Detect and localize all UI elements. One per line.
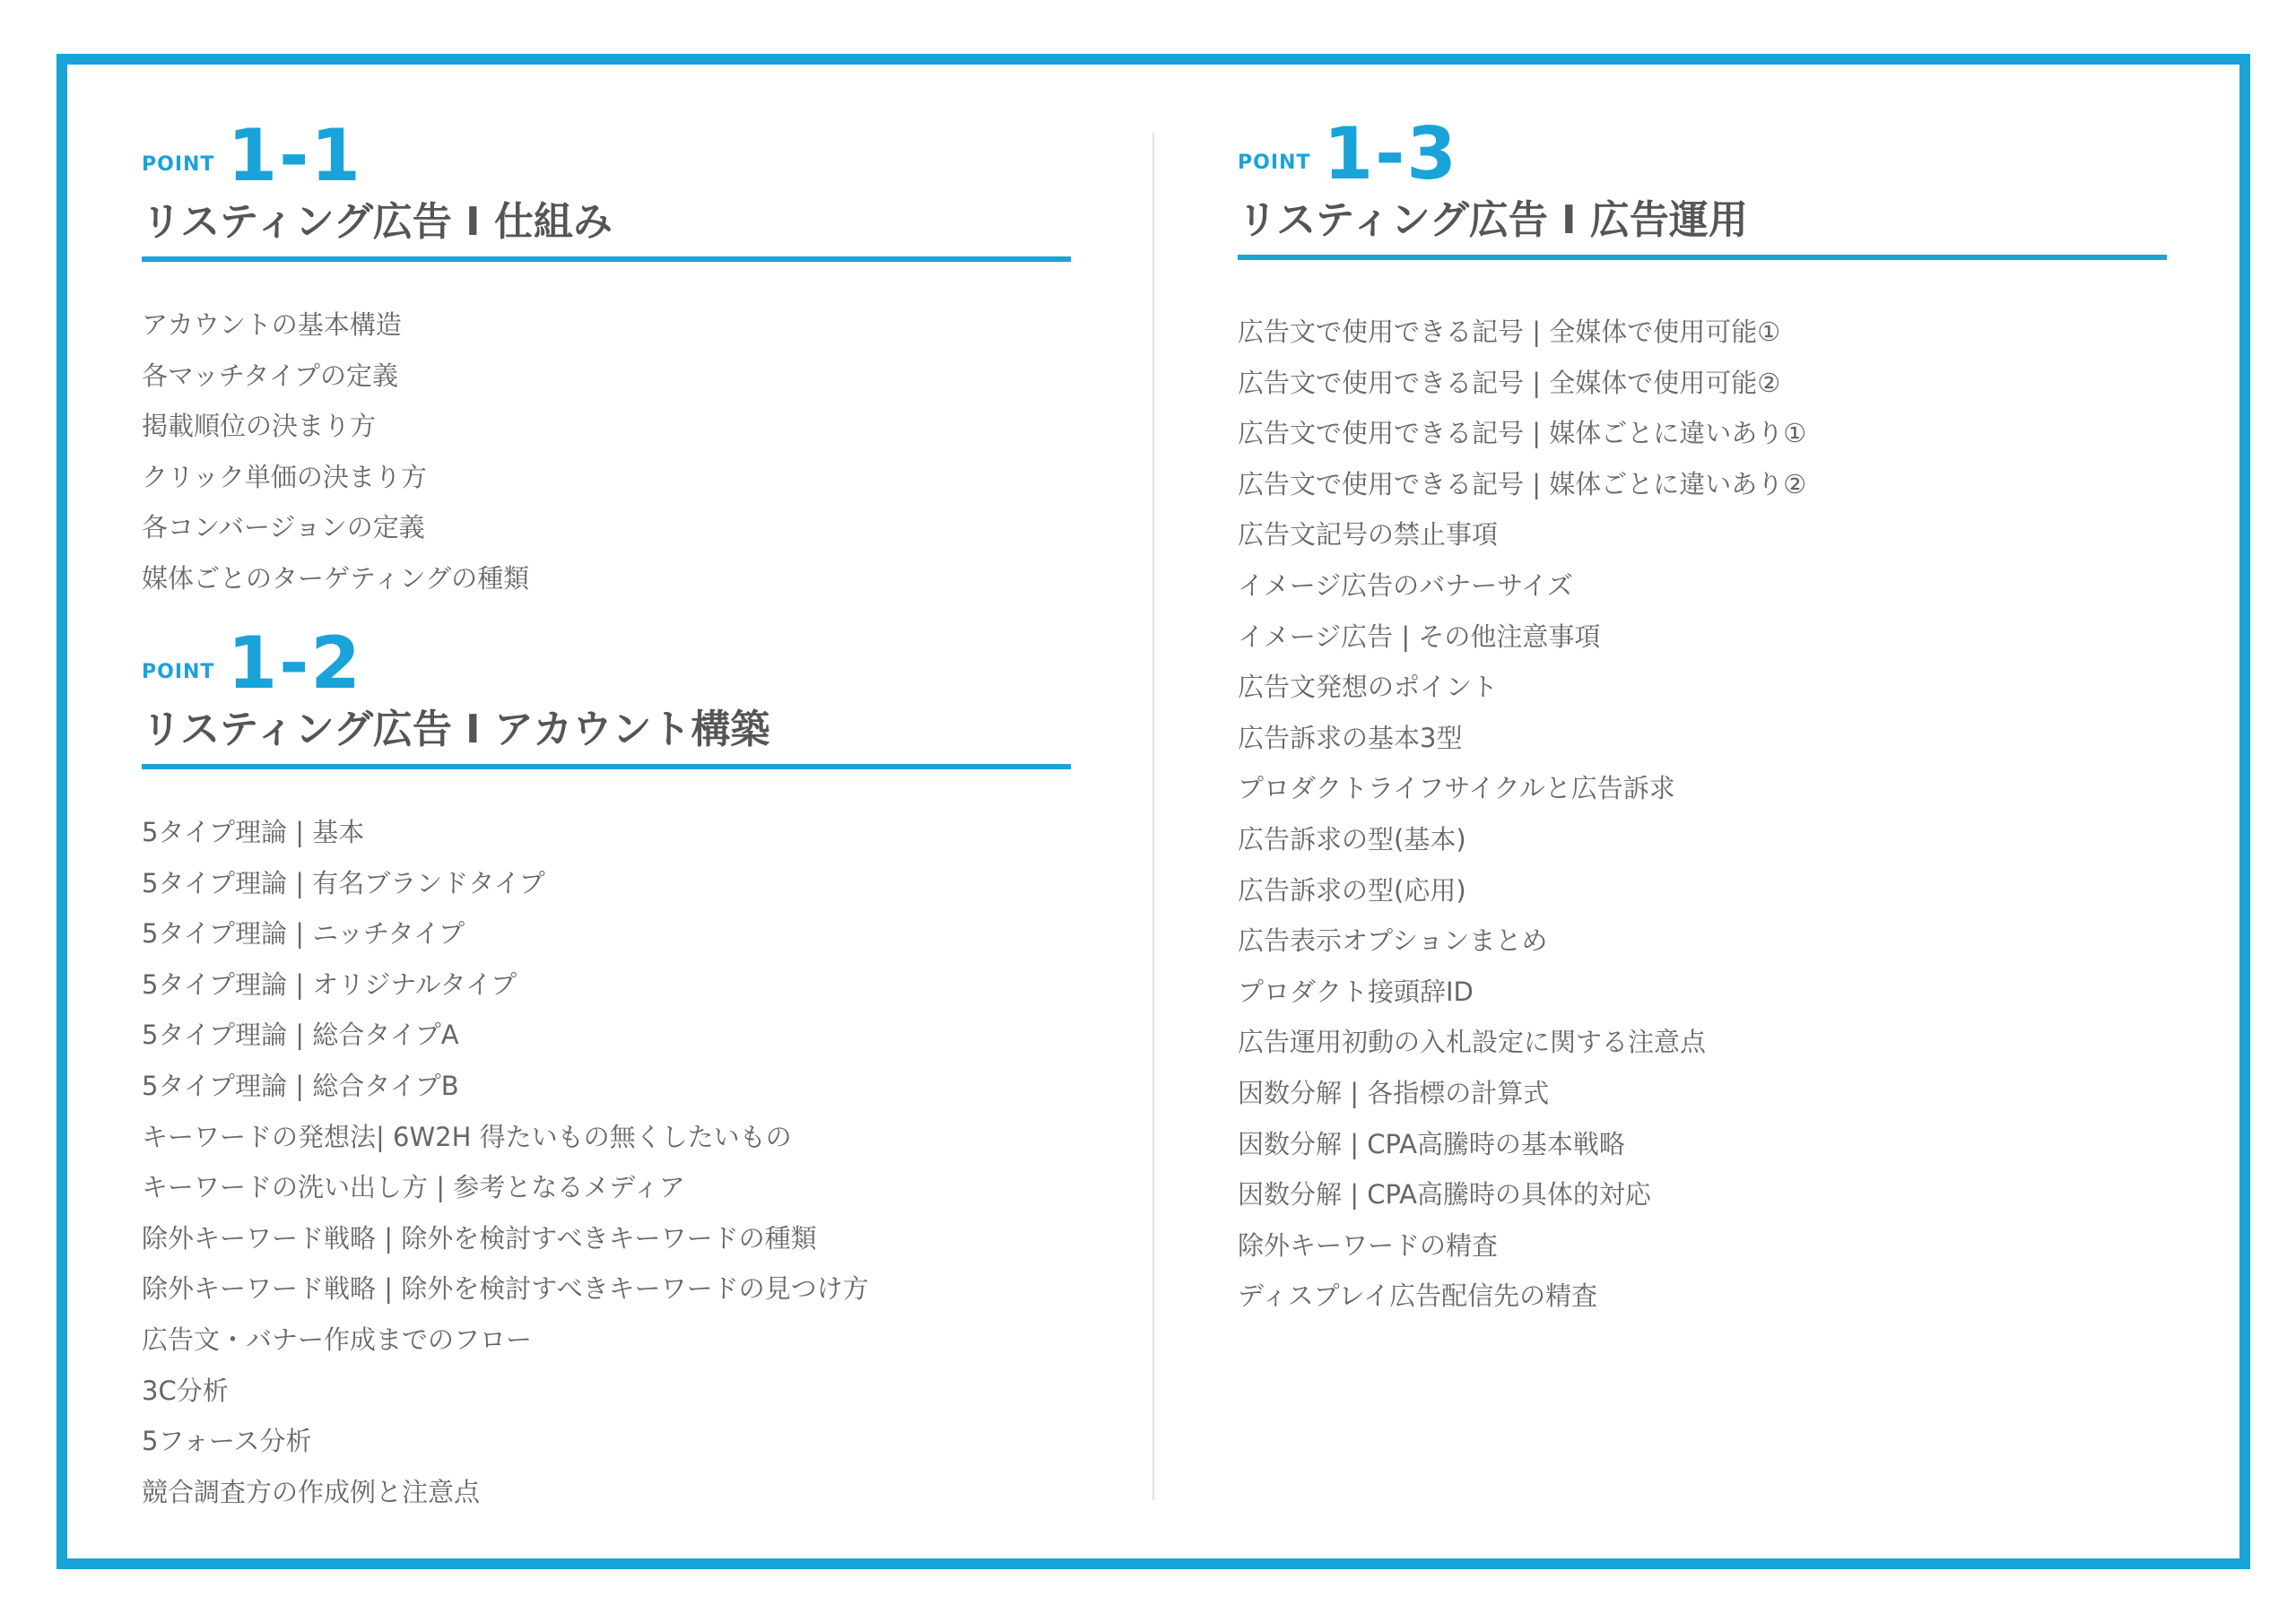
point-heading <box>142 621 1071 705</box>
list-item: 広告文発想のポイント <box>1238 672 1499 703</box>
list-item: 広告文で使用できる記号 | 全媒体で使用可能① <box>1238 317 1781 347</box>
point-label: POINT <box>1238 152 1311 174</box>
list-item: ディスプレイ広告配信先の精査 <box>1238 1280 1598 1312</box>
list-item: 広告訴求の基本3型 <box>1238 722 1463 753</box>
point-number: 1-3 <box>1323 112 1458 195</box>
list-item: 3C分析 <box>142 1375 229 1406</box>
topic-list <box>142 807 1071 1517</box>
list-item: 除外キーワードの精査 <box>1238 1229 1499 1261</box>
list-item: 広告訴求の型(基本) <box>1238 823 1466 855</box>
list-item: プロダクト接頭辞ID <box>1238 976 1474 1007</box>
list-item: 広告運用初動の入札設定に関する注意点 <box>1238 1027 1707 1058</box>
column-divider <box>1152 133 1154 1500</box>
list-item: 5タイプ理論 | 総合タイプB <box>142 1070 459 1101</box>
list-item: 広告文で使用できる記号 | 全媒体で使用可能② <box>1238 367 1781 398</box>
point-heading <box>142 114 1071 197</box>
list-item: 5タイプ理論 | ニッチタイプ <box>142 918 465 950</box>
list-item: 競合調査方の作成例と注意点 <box>142 1476 481 1507</box>
point-label: POINT <box>142 153 215 176</box>
list-item: プロダクトライフサイクルと広告訴求 <box>1238 773 1675 804</box>
topic-list <box>142 299 1071 604</box>
list-item: クリック単価の決まり方 <box>142 461 427 492</box>
list-item: 因数分解 | CPA高騰時の基本戦略 <box>1238 1128 1625 1159</box>
list-item: 広告文・バナー作成までのフロー <box>142 1324 533 1355</box>
point-label: POINT <box>142 661 215 683</box>
list-item: 5フォース分析 <box>142 1426 312 1457</box>
list-item: 5タイプ理論 | 基本 <box>142 817 365 847</box>
list-item: 媒体ごとのターゲティングの種類 <box>142 562 530 594</box>
list-item: 掲載順位の決まり方 <box>142 411 377 442</box>
section-title: リスティング広告 I 広告運用 <box>1238 195 2167 260</box>
list-item: アカウントの基本構造 <box>142 309 402 340</box>
point-heading <box>1238 112 2167 195</box>
list-item: 除外キーワード戦略 | 除外を検討すべきキーワードの種類 <box>142 1222 817 1254</box>
list-item: 因数分解 | 各指標の計算式 <box>1238 1077 1550 1108</box>
list-item: 広告文記号の禁止事項 <box>1238 519 1499 551</box>
list-item: 広告文で使用できる記号 | 媒体ごとに違いあり① <box>1238 418 1807 449</box>
list-item: 広告表示オプションまとめ <box>1238 925 1548 957</box>
list-item: 広告訴求の型(応用) <box>1238 874 1466 906</box>
point-number: 1-1 <box>227 114 362 197</box>
list-item: 因数分解 | CPA高騰時の具体的対応 <box>1238 1179 1651 1211</box>
list-item: 各コンバージョンの定義 <box>142 512 425 543</box>
section-point-1-3 <box>1238 112 2167 1322</box>
section-title: リスティング広告 I アカウント構築 <box>142 705 1071 769</box>
list-item: イメージ広告 | その他注意事項 <box>1238 621 1601 652</box>
section-point-1-1 <box>142 114 1071 604</box>
section-point-1-2 <box>142 621 1071 1517</box>
list-item: 除外キーワード戦略 | 除外を検討すべきキーワードの見つけ方 <box>142 1273 869 1305</box>
list-item: キーワードの発想法| 6W2H 得たいもの無くしたいもの <box>142 1121 792 1152</box>
list-item: 広告文で使用できる記号 | 媒体ごとに違いあり② <box>1238 468 1807 499</box>
list-item: 各マッチタイプの定義 <box>142 360 398 391</box>
list-item: キーワードの洗い出し方 | 参考となるメディア <box>142 1172 685 1203</box>
list-item: 5タイプ理論 | 有名ブランドタイプ <box>142 867 545 898</box>
list-item: イメージ広告のバナーサイズ <box>1238 569 1573 601</box>
topic-list <box>1238 307 2167 1322</box>
list-item: 5タイプ理論 | 総合タイプA <box>142 1020 459 1051</box>
section-title: リスティング広告 I 仕組み <box>142 197 1071 262</box>
list-item: 5タイプ理論 | オリジナルタイプ <box>142 968 517 1000</box>
point-number: 1-2 <box>227 621 362 705</box>
